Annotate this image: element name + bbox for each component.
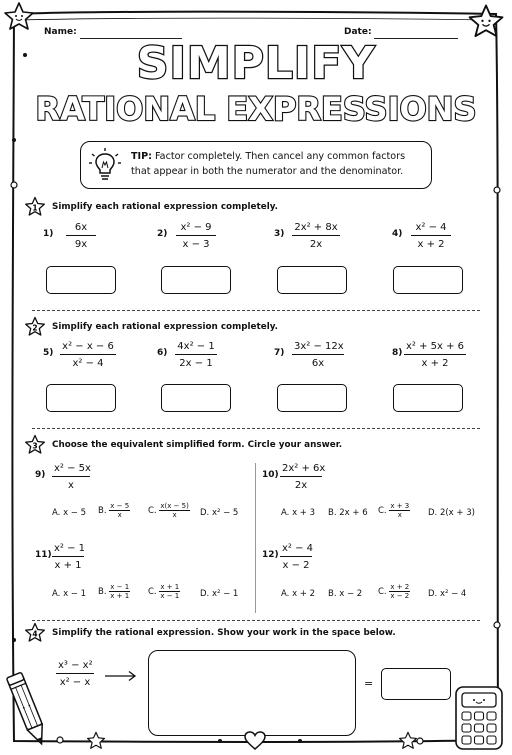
option-d[interactable]: D. x² − 5	[200, 508, 239, 518]
problem-8-fraction: $\frac{\text{x² + 5x + 6}}{x + 2}$	[406, 341, 465, 369]
problem-5-fraction: $\frac{\text{x² − x − 6}}{\text{x² − 4}}$	[60, 341, 116, 369]
option-c[interactable]: C. $\frac{x + 1}{x - 1}$	[148, 583, 180, 600]
problem-number: 10)	[262, 470, 279, 480]
problem-4-fraction: $\frac{\text{x² − 4}}{x + 2}$	[411, 222, 451, 250]
answer-box-2[interactable]	[161, 266, 231, 294]
date-label: Date:	[344, 27, 372, 37]
option-b[interactable]: B. $\frac{x - 1}{x + 1}$	[98, 583, 130, 600]
problem-number: 3)	[274, 229, 285, 239]
problem-11-fraction: $\frac{\text{x² − 1}}{x + 1}$	[54, 543, 86, 571]
section3-number: 3	[32, 441, 38, 451]
star-icon	[466, 2, 506, 42]
star-icon	[24, 434, 46, 456]
option-d[interactable]: D. x² − 4	[428, 589, 467, 599]
option-b[interactable]: B. 2x + 6	[328, 508, 368, 518]
work-space-box[interactable]	[148, 650, 356, 736]
divider	[32, 620, 480, 621]
option-a[interactable]: A. x − 1	[52, 589, 87, 599]
section1-title: Simplify each rational expression completely.	[52, 202, 278, 212]
problem-3-fraction: $\frac{\text{2x² + 8x}}{2x}$	[292, 222, 340, 250]
option-d[interactable]: D. x² − 1	[200, 589, 239, 599]
problem-9-fraction: $\frac{\text{x² − 5x}}{x}$	[54, 463, 91, 491]
problem-number: 7)	[274, 348, 285, 358]
option-a[interactable]: A. x + 3	[281, 508, 316, 518]
option-c[interactable]: C. $\frac{x + 3}{x}$	[378, 502, 410, 519]
section2-title: Simplify each rational expression completely.	[52, 322, 278, 332]
problem-2-fraction: $\frac{\text{x² − 9}}{x - 3}$	[176, 222, 216, 250]
tip-text: Factor completely. Then cancel any common factors that appear in both the numerator and the denominator.	[131, 151, 406, 177]
option-a[interactable]: A. x + 2	[281, 589, 316, 599]
problem-13-fraction: $\frac{\text{x³ − x²}}{\text{x² − x}}$	[58, 660, 93, 688]
problem-number: 2)	[157, 229, 168, 239]
star-icon	[24, 196, 46, 218]
option-c[interactable]: C. $\frac{x + 2}{x - 2}$	[378, 583, 410, 600]
star-icon	[398, 731, 418, 751]
divider	[32, 428, 480, 429]
problem-number: 4)	[392, 229, 403, 239]
arrow-right-icon	[104, 670, 138, 682]
problem-1-fraction: $\frac{6x}{9x}$	[66, 222, 96, 250]
problem-number: 8)	[392, 348, 403, 358]
heart-icon	[244, 731, 266, 751]
vertical-divider	[255, 463, 256, 613]
equals-sign: =	[364, 677, 374, 690]
lightbulb-icon	[87, 146, 123, 182]
problem-6-fraction: $\frac{\text{4x² − 1}}{2x - 1}$	[175, 341, 217, 369]
problem-number: 12)	[262, 550, 279, 560]
answer-box-6[interactable]	[161, 384, 231, 412]
tip-label: TIP:	[131, 151, 152, 162]
problem-12-fraction: $\frac{\text{x² − 4}}{x - 2}$	[282, 543, 314, 571]
answer-box-4[interactable]	[393, 266, 463, 294]
section4-title: Simplify the rational expression. Show your work in the space below.	[52, 628, 396, 638]
calculator-icon	[452, 684, 506, 752]
page-subtitle: RATIONAL EXPRESSIONS	[35, 90, 477, 128]
option-a[interactable]: A. x − 5	[52, 508, 87, 518]
problem-number: 5)	[43, 348, 54, 358]
star-icon	[2, 0, 36, 34]
option-b[interactable]: B. x − 2	[328, 589, 363, 599]
page-title: SIMPLIFY	[136, 38, 376, 89]
answer-box-5[interactable]	[46, 384, 116, 412]
option-d[interactable]: D. 2(x + 3)	[428, 508, 475, 518]
problem-number: 11)	[35, 550, 52, 560]
problem-10-fraction: $\frac{\text{2x² + 6x}}{2x}$	[282, 463, 326, 491]
answer-box-1[interactable]	[46, 266, 116, 294]
pencil-icon	[4, 668, 54, 752]
answer-box-8[interactable]	[393, 384, 463, 412]
name-label: Name:	[44, 27, 77, 37]
answer-box-13[interactable]	[381, 668, 451, 700]
star-icon	[24, 316, 46, 338]
section4-number: 4	[32, 629, 38, 639]
star-icon	[86, 731, 106, 751]
star-icon	[24, 622, 46, 644]
option-c[interactable]: C. $\frac{x(x - 5)}{x}$	[148, 502, 189, 519]
problem-number: 9)	[35, 470, 46, 480]
section3-title: Choose the equivalent simplified form. Circle your answer.	[52, 440, 343, 450]
problem-7-fraction: $\frac{\text{3x² − 12x}}{6x}$	[294, 341, 344, 369]
option-b[interactable]: B. $\frac{x - 5}{x}$	[98, 502, 130, 519]
section2-number: 2	[32, 323, 38, 333]
divider	[32, 310, 480, 311]
problem-number: 1)	[43, 229, 54, 239]
problem-number: 6)	[157, 348, 168, 358]
section1-number: 1	[32, 203, 38, 213]
tip-box	[80, 141, 432, 189]
answer-box-3[interactable]	[277, 266, 347, 294]
answer-box-7[interactable]	[277, 384, 347, 412]
